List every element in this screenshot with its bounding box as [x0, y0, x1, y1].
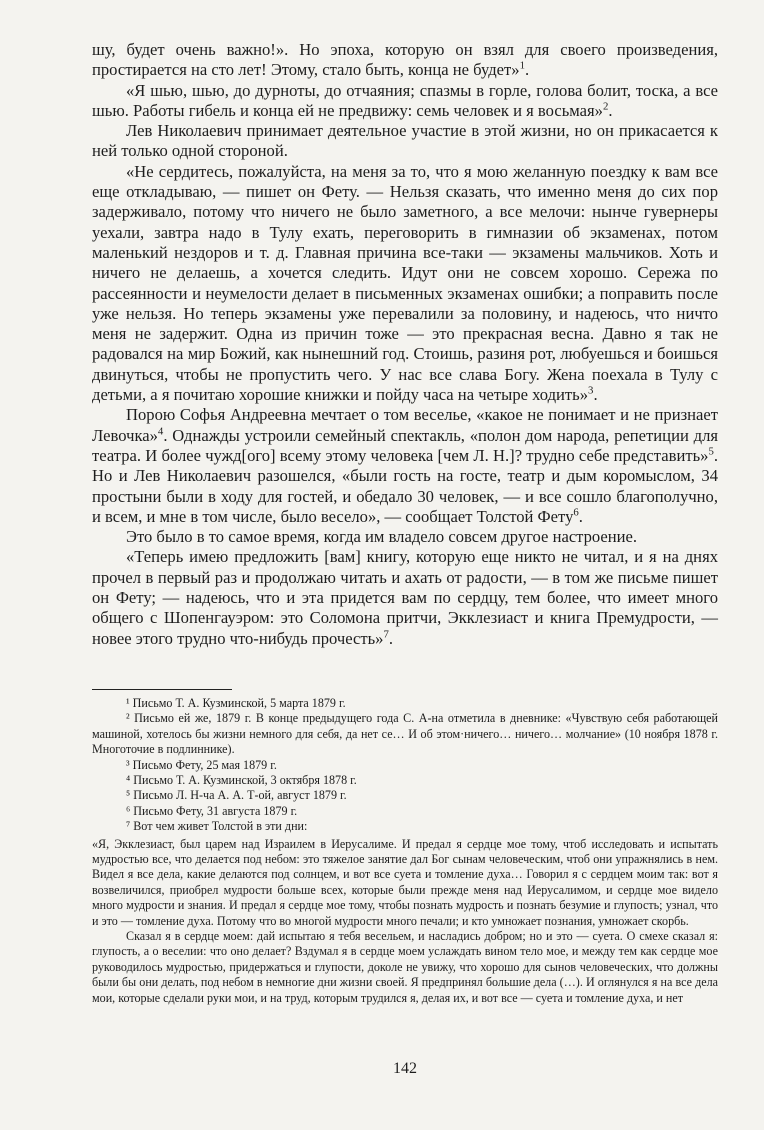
footnotes [92, 696, 718, 1006]
footnote-ref: 7 [383, 628, 389, 641]
footnote-6: ⁶ Письмо Фету, 31 августа 1879 г. [126, 803, 298, 818]
page-number: 142 [393, 1060, 417, 1077]
main-text [92, 40, 718, 649]
paragraph-text: Лев Николаевич принимает деятельное участие в этой жизни, но он прикасается к ней только одной стороной. [92, 121, 718, 161]
paragraph-tail: . [593, 385, 598, 405]
paragraph-6 [92, 527, 718, 547]
paragraph-5 [92, 405, 718, 527]
footnote-ref: 2 [602, 100, 609, 113]
footnote-divider [92, 689, 232, 690]
paragraph-2 [92, 81, 718, 122]
paragraph-3 [92, 121, 718, 162]
paragraph-text: «Не сердитесь, пожалуйста, на меня за то, что я мою желанную поездку к вам все еще откладываю, — пишет он Фету. — Нельзя сказать, что именно меня до сих пор задерживало, потому что ничего не было заметного, а все мелочи: нынче гувернеры уехали, завтра надо в Тулу ехать, переговорить в гимназии об экзаменах, потом маленький нездоров и т. д. Главная причина все-таки — экзамены мальчиков. Хоть и ничего не делаешь, а хочется следить. Идут они не совсем хорошо. Сережа по рассеянности и неумелости делает в письменных экзаменах ошибки; а поправить после уже нельзя. Но теперь экзамены уже перевалили за половину, и надеюсь, что ничто меня не задержит. Одна из причин тоже — это прекрасная весна. Давно я так не радовался на мир Божий, как нынешний год. Стоишь, разиня рот, любуешься и боишься двинуться, чтобы не пропустить чего. У нас все слава Богу. Жена поехала в Тулу с детьми, а я почитаю хорошие книжки и пойду часа на четыре ходить» [92, 161, 718, 405]
footnote-ref: 1 [519, 59, 525, 72]
footnote-2: ² Письмо ей же, 1879 г. В конце предыдущего года С. А-на отметила в дневнике: «Чувствую себя работающей машиной, хотелось бы жизни немного для себя, да нет се… И об этом·ничего… ничего… молчание» (10 ноября 1878 г. Многоточие в подлиннике). [92, 711, 718, 757]
paragraph-text: «Теперь имею предложить [вам] книгу, которую еще никто не читал, и я на днях прочел в первый раз и продолжаю читать и ахать от радости, — в том же письме пишет он Фету; — надеюсь, что и эта придется вам по сердцу, тем более, что имеет много общего с Шопенгауэром: это Соломона притчи, Экклезиаст и книга Премудрости, — новее этого трудно что-нибудь прочесть» [92, 547, 718, 648]
footnote-3: ³ Письмо Фету, 25 мая 1879 г. [126, 757, 277, 772]
footnote-quote-2: Сказал я в сердце моем: дай испытаю я тебя весельем, и насладись добром; но и это — суета. О смехе сказал я: глупость, а о веселии: что оно делает? Вздумал я в сердце моем услаждать вином тело мое, и между тем как сердце мое руководилось мудростью, придержаться и глупости, доколе не увижу, что хорошо для сынов человеческих, что должны были бы они делать, под небом в немногие дни жизни своей. Я предпринял большие дела (…). И оглянулся я на все дела мои, которые сделали руки мои, и на труд, которым трудился я, делая их, и вот все — суета и томление духа, и нет [92, 929, 718, 1005]
paragraph-tail: . [524, 60, 530, 80]
footnote-ref: 6 [573, 506, 579, 519]
paragraph-text: «Я шью, шью, до дурноты, до отчаяния; спазмы в горле, голова болит, тоска, а все шью. Работы гибель и конца ей не предвижу: семь человек и я восьмая» [92, 80, 718, 120]
footnote-4: ⁴ Письмо Т. А. Кузминской, 3 октября 1878 г. [126, 772, 357, 787]
paragraph-text: . Однажды устроили семейный спектакль, «полон дом народа, репетиции для театра. И более чужд[ого] всему этому человека [чем Л. Н.]? трудно себе представить» [92, 425, 718, 465]
footnote-ref: 4 [157, 425, 164, 438]
footnote-7: ⁷ Вот чем живет Толстой в эти дни: [126, 819, 308, 834]
footnote-1: ¹ Письмо Т. А. Кузминской, 5 марта 1879 г. [126, 695, 346, 710]
paragraph-text: Это было в то самое время, когда им владело совсем другое настроение. [126, 527, 638, 547]
paragraph-7 [92, 547, 718, 648]
paragraph-1 [92, 40, 718, 81]
footnote-5: ⁵ Письмо Л. Н-ча А. А. Т-ой, август 1879 г. [126, 788, 347, 803]
footnote-quote-1: «Я, Экклезиаст, был царем над Израилем в Иерусалиме. И предал я сердце мое тому, чтоб исследовать и испытать мудростью все, что делается под небом: это тяжелое занятие дал Бог сынам человеческим, чтоб они упражнялись в нем. Видел я все дела, какие делаются под солнцем, и вот все суета и томление духа… Говорил я с сердцем моим так: вот я возвеличился, приобрел мудрости больше всех, которые были прежде меня над Иерусалимом, и сердце мое видело много мудрости и знания. И предал я сердце мое тому, чтобы познать мудрость и познать безумие и глупость; узнал, что и это — томление духа. Потому что во многой мудрости много печали; и кто умножает познания, умножает скорбь. [92, 836, 718, 928]
paragraph-tail: . [388, 628, 394, 648]
footnote-ref: 3 [588, 384, 594, 397]
paragraph-text: шу, будет очень важно!». Но эпоха, которую он взял для своего произведения, простирается на сто лет! Этому, стало быть, конца не будет» [92, 40, 718, 80]
paragraph-text: Порою Софья Андреевна мечтает о том веселье, «какое не понимает и не признает Левочка» [92, 405, 718, 445]
footnote-ref: 5 [708, 445, 714, 458]
paragraph-tail: . [608, 100, 613, 120]
paragraph-4 [92, 162, 718, 406]
paragraph-tail: . [578, 506, 583, 526]
paragraph-text: . Но и Лев Николаевич разошелся, «были гость на госте, театр и дым коромыслом, 34 простыни были в ходу для гостей, и обедало 30 человек, — и все сошло благополучно, и всем, и мне в том числе, было весело», — сообщает Толстой Фету [92, 445, 718, 526]
